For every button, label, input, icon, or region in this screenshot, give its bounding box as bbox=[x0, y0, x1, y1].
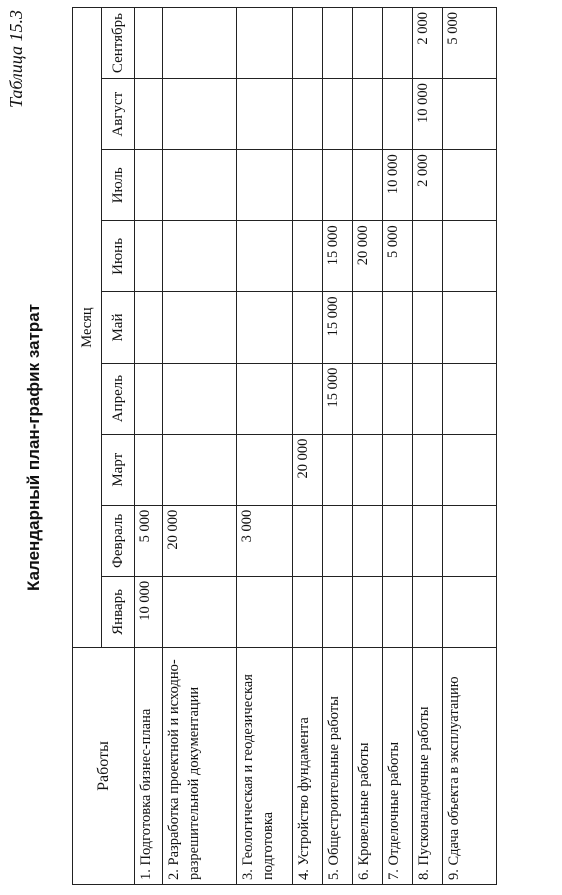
table-row bbox=[293, 8, 323, 885]
cost-cell bbox=[443, 292, 497, 363]
cost-cell: 2 000 bbox=[413, 8, 443, 79]
cost-cell bbox=[353, 363, 383, 434]
works-header: Работы bbox=[73, 648, 135, 885]
work-name-cell: 3. Геологическая и геодезическая подготовка bbox=[237, 648, 293, 885]
cost-cell bbox=[323, 8, 353, 79]
cost-cell bbox=[293, 292, 323, 363]
cost-cell bbox=[163, 8, 237, 79]
cost-cell bbox=[353, 434, 383, 505]
cost-cell bbox=[353, 292, 383, 363]
table-row bbox=[163, 8, 237, 885]
cost-cell: 3 000 bbox=[237, 505, 293, 576]
cost-cell: 20 000 bbox=[353, 221, 383, 292]
cost-cell bbox=[163, 150, 237, 221]
page-title: Календарный план-график затрат bbox=[24, 303, 43, 592]
cost-cell: 15 000 bbox=[323, 221, 353, 292]
cost-cell bbox=[323, 434, 353, 505]
cost-cell: 10 000 bbox=[135, 576, 163, 647]
cost-cell bbox=[135, 221, 163, 292]
cost-cell: 10 000 bbox=[413, 79, 443, 150]
cost-cell bbox=[353, 8, 383, 79]
cost-cell bbox=[237, 363, 293, 434]
cost-cell bbox=[163, 576, 237, 647]
cost-cell bbox=[413, 434, 443, 505]
cost-cell bbox=[135, 363, 163, 434]
cost-cell bbox=[383, 434, 413, 505]
cost-cell bbox=[163, 434, 237, 505]
cost-cell bbox=[293, 363, 323, 434]
cost-cell: 5 000 bbox=[135, 505, 163, 576]
cost-cell bbox=[135, 79, 163, 150]
cost-cell bbox=[293, 8, 323, 79]
work-name-cell: 7. Отделочные работы bbox=[383, 648, 413, 885]
cost-cell bbox=[353, 576, 383, 647]
work-name-cell: 1. Подготовка бизнес-плана bbox=[135, 648, 163, 885]
cost-cell bbox=[383, 363, 413, 434]
cost-cell bbox=[383, 8, 413, 79]
cost-cell bbox=[443, 505, 497, 576]
table-row bbox=[237, 8, 293, 885]
table-row bbox=[413, 8, 443, 885]
cost-cell bbox=[443, 79, 497, 150]
cost-cell bbox=[237, 221, 293, 292]
cost-cell bbox=[413, 363, 443, 434]
cost-cell: 20 000 bbox=[293, 434, 323, 505]
cost-cell bbox=[413, 505, 443, 576]
cost-cell: 15 000 bbox=[323, 292, 353, 363]
work-name-cell: 8. Пусконаладочные работы bbox=[413, 648, 443, 885]
month-header: Март bbox=[102, 434, 135, 505]
cost-cell bbox=[323, 576, 353, 647]
cost-cell bbox=[353, 505, 383, 576]
cost-cell bbox=[413, 292, 443, 363]
cost-cell bbox=[237, 292, 293, 363]
cost-cell bbox=[383, 505, 413, 576]
cost-cell bbox=[237, 150, 293, 221]
month-header: Февраль bbox=[102, 505, 135, 576]
cost-cell bbox=[237, 79, 293, 150]
cost-cell bbox=[323, 505, 353, 576]
month-header: Январь bbox=[102, 576, 135, 647]
cost-cell bbox=[353, 79, 383, 150]
cost-cell bbox=[293, 79, 323, 150]
month-header: Июнь bbox=[102, 221, 135, 292]
cost-cell bbox=[293, 505, 323, 576]
table-row bbox=[323, 8, 353, 885]
cost-cell: 2 000 bbox=[413, 150, 443, 221]
cost-cell: 15 000 bbox=[323, 363, 353, 434]
table-row bbox=[443, 8, 497, 885]
work-name-cell: 2. Разработка проектной и исходно-разрешительной документации bbox=[163, 648, 237, 885]
work-name-cell: 5. Общестроительные работы bbox=[323, 648, 353, 885]
month-header: Апрель bbox=[102, 363, 135, 434]
table-row bbox=[135, 8, 163, 885]
cost-cell bbox=[353, 150, 383, 221]
cost-cell bbox=[163, 79, 237, 150]
cost-cell bbox=[413, 221, 443, 292]
cost-cell bbox=[443, 576, 497, 647]
cost-schedule-table bbox=[72, 7, 497, 885]
cost-cell: 20 000 bbox=[163, 505, 237, 576]
cost-cell bbox=[383, 79, 413, 150]
cost-cell bbox=[237, 8, 293, 79]
cost-cell bbox=[443, 150, 497, 221]
work-name-cell: 4. Устройство фундамента bbox=[293, 648, 323, 885]
cost-cell bbox=[383, 576, 413, 647]
table-row bbox=[353, 8, 383, 885]
cost-cell bbox=[293, 150, 323, 221]
table-label: Таблица 15.3 bbox=[6, 10, 26, 109]
cost-cell bbox=[135, 292, 163, 363]
cost-cell bbox=[383, 292, 413, 363]
cost-cell bbox=[135, 434, 163, 505]
cost-cell bbox=[293, 221, 323, 292]
cost-cell bbox=[443, 363, 497, 434]
cost-cell bbox=[413, 576, 443, 647]
cost-cell bbox=[443, 434, 497, 505]
cost-cell: 5 000 bbox=[443, 8, 497, 79]
month-header: Июль bbox=[102, 150, 135, 221]
month-header: Сентябрь bbox=[102, 8, 135, 79]
cost-cell: 5 000 bbox=[383, 221, 413, 292]
month-header: Август bbox=[102, 79, 135, 150]
month-header: Май bbox=[102, 292, 135, 363]
work-name-cell: 6. Кровельные работы bbox=[353, 648, 383, 885]
cost-cell bbox=[163, 221, 237, 292]
cost-cell bbox=[237, 434, 293, 505]
cost-cell bbox=[323, 79, 353, 150]
cost-cell bbox=[135, 150, 163, 221]
cost-cell bbox=[323, 150, 353, 221]
cost-cell bbox=[293, 576, 323, 647]
cost-cell bbox=[237, 576, 293, 647]
work-name-cell: 9. Сдача объекта в эксплуатацию bbox=[443, 648, 497, 885]
cost-cell bbox=[443, 221, 497, 292]
cost-cell bbox=[135, 8, 163, 79]
month-group-header: Месяц bbox=[73, 8, 102, 648]
cost-cell bbox=[163, 363, 237, 434]
table-row bbox=[383, 8, 413, 885]
cost-cell bbox=[163, 292, 237, 363]
cost-cell: 10 000 bbox=[383, 150, 413, 221]
table-body bbox=[135, 8, 497, 885]
